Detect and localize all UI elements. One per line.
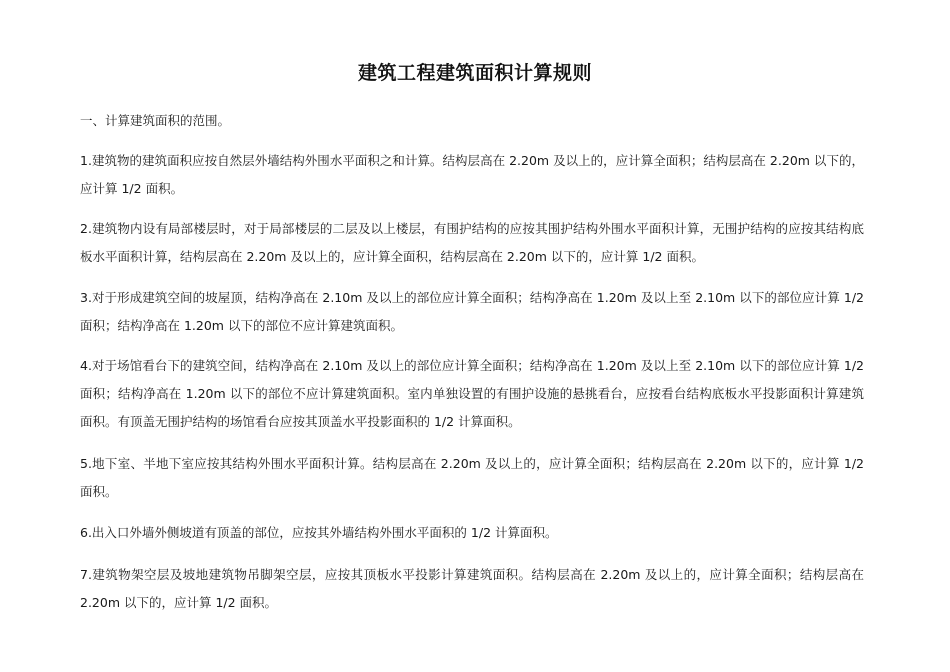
rule-paragraph-2: 2.建筑物内设有局部楼层时，对于局部楼层的二层及以上楼层，有围护结构的应按其围护结构外围水平面积计算，无围护结构的应按其结构底板水平面积计算，结构层高在 2.20m 及以上的，应计算全面积，结构层高在 2.20m 以下的，应计算 1/2 面积。 xyxy=(80,221,864,264)
document-title: 建筑工程建筑面积计算规则 xyxy=(357,62,592,84)
rule-paragraph-5: 5.地下室、半地下室应按其结构外围水平面积计算。结构层高在 2.20m 及以上的，应计算全面积；结构层高在 2.20m 以下的，应计算 1/2 面积。 xyxy=(80,456,864,499)
section-heading: 一、计算建筑面积的范围。 xyxy=(80,113,231,128)
rule-paragraph-7: 7.建筑物架空层及坡地建筑物吊脚架空层，应按其顶板水平投影计算建筑面积。结构层高在 2.20m 及以上的，应计算全面积；结构层高在 2.20m 以下的，应计算 1/2 面积。 xyxy=(80,567,864,610)
rule-paragraph-3: 3.对于形成建筑空间的坡屋顶，结构净高在 2.10m 及以上的部位应计算全面积；结构净高在 1.20m 及以上至 2.10m 以下的部位应计算 1/2 面积；结构净高在 1.20m 以下的部位不应计算建筑面积。 xyxy=(80,290,864,333)
rule-paragraph-1: 1.建筑物的建筑面积应按自然层外墙结构外围水平面积之和计算。结构层高在 2.20m 及以上的，应计算全面积；结构层高在 2.20m 以下的，应计算 1/2 面积。 xyxy=(80,153,864,196)
rule-paragraph-6: 6.出入口外墙外侧坡道有顶盖的部位，应按其外墙结构外围水平面积的 1/2 计算面积。 xyxy=(80,525,558,540)
rule-paragraph-4: 4.对于场馆看台下的建筑空间，结构净高在 2.10m 及以上的部位应计算全面积；结构净高在 1.20m 及以上至 2.10m 以下的部位应计算 1/2 面积；结构净高在 1.20m 以下的部位不应计算建筑面积。室内单独设置的有围护设施的悬挑看台，应按看台结构底板水平投影面积计算建筑面积。有顶盖无围护结构的场馆看台应按其顶盖水平投影面积的 1/2 计算面积。 xyxy=(80,358,864,429)
